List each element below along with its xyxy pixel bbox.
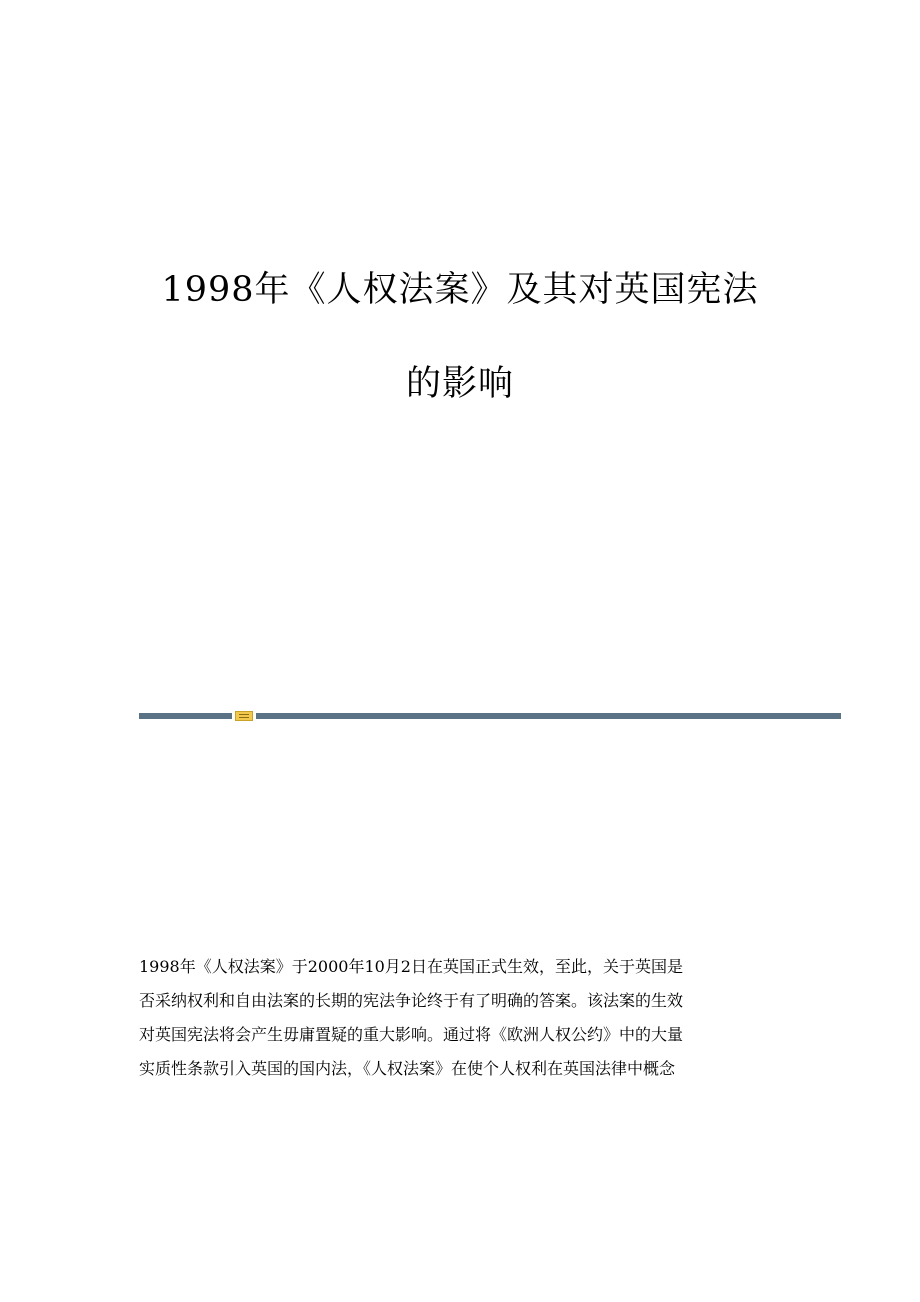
divider-bar-right <box>256 713 841 719</box>
divider-ornament-icon <box>235 711 253 721</box>
document-title-line-2: 的影响 <box>405 364 514 404</box>
body-line-3: 对英国宪法将会产生毋庸置疑的重大影响。通过将《欧洲人权公约》中的大量 <box>139 1025 684 1044</box>
document-title-line-1: 1998年《人权法案》及其对英国宪法 <box>161 270 759 310</box>
section-divider <box>139 711 841 721</box>
body-paragraph <box>139 950 775 1086</box>
body-line-4: 实质性条款引入英国的国内法，《人权法案》在使个人权利在英国法律中概念 <box>139 1059 676 1078</box>
body-line-1: 1998年《人权法案》于2000年10月2日在英国正式生效，至此，关于英国是 <box>139 957 683 976</box>
body-line-2: 否采纳权利和自由法案的长期的宪法争论终于有了明确的答案。该法案的生效 <box>139 991 684 1010</box>
divider-bar-left <box>139 713 232 719</box>
